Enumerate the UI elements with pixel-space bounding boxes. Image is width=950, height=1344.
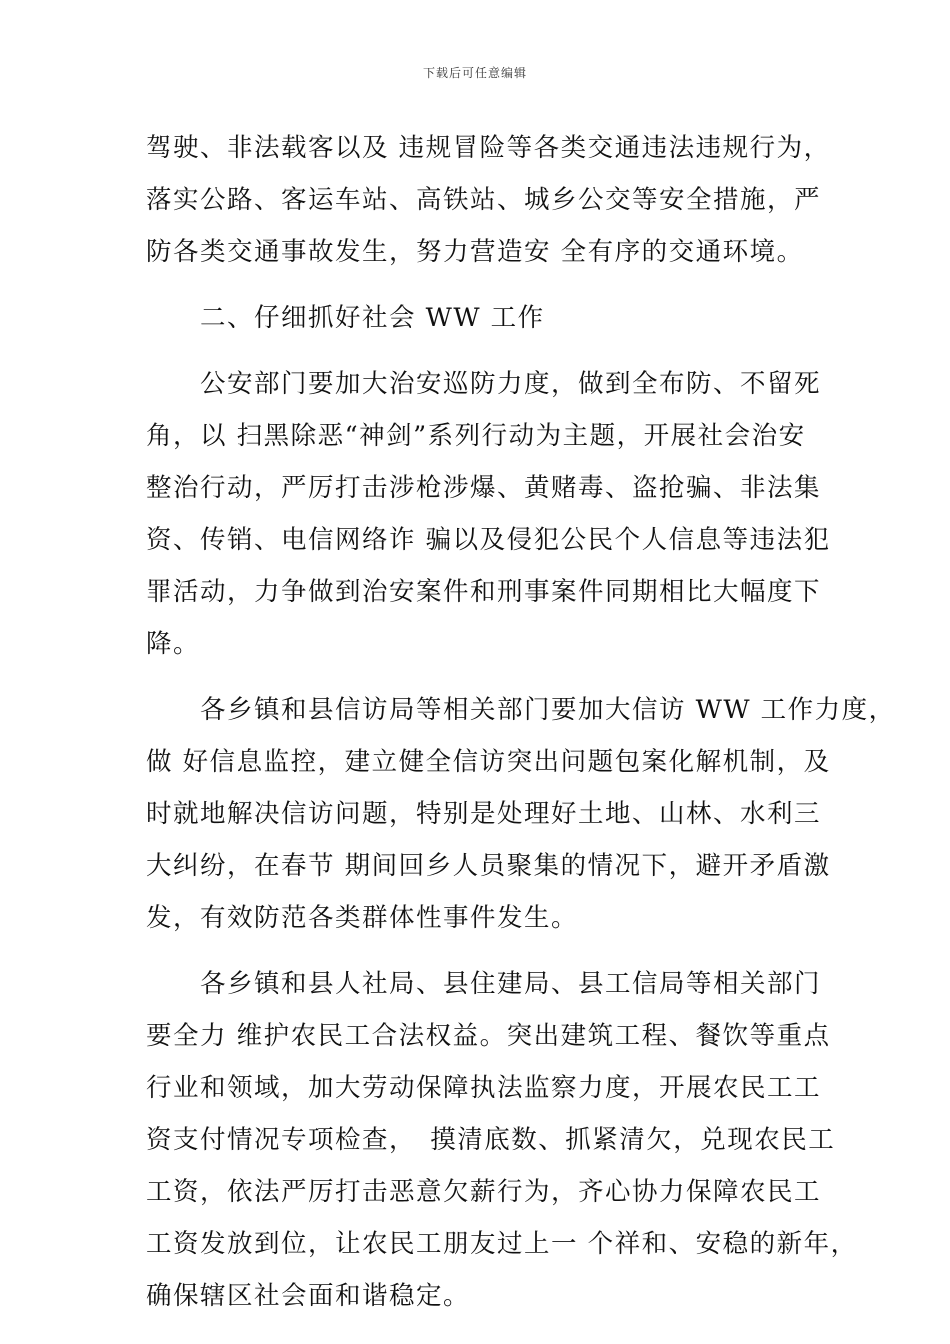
- page-header: 下载后可任意编辑: [422, 66, 527, 80]
- text-line: 防各类交通事故发生，努力营造安 全有序的交通环境。: [146, 237, 804, 267]
- text-line: 降。: [146, 629, 201, 659]
- paragraph: [146, 958, 858, 1322]
- text-line: 各乡镇和县人社局、县住建局、县工信局等相关部门: [146, 969, 822, 999]
- text-line: 时就地解决信访问题，特别是处理好土地、山林、水利三: [146, 799, 822, 829]
- text-line: 要全力 维护农民工合法权益。突出建筑工程、餐饮等重点: [146, 1021, 831, 1051]
- text-line: 罪活动，力争做到治安案件和刑事案件同期相比大幅度下: [146, 577, 822, 607]
- text-line: 大纠纷，在春节 期间回乡人员聚集的情况下，避开矛盾激: [146, 851, 831, 881]
- text-line: 工资，依法严厉打击恶意欠薪行为，齐心协力保障农民工: [146, 1177, 822, 1207]
- text-line: 发，有效防范各类群体性事件发生。: [146, 903, 579, 933]
- text-line: 行业和领域，加大劳动保障执法监察力度，开展农民工工: [146, 1073, 822, 1103]
- document-body: [146, 122, 896, 1322]
- text-line: 资、传销、电信网络诈 骗以及侵犯公民个人信息等违法犯: [146, 525, 831, 555]
- paragraph: [146, 122, 831, 278]
- paragraph: [146, 684, 896, 944]
- text-line: 驾驶、非法载客以及 违规冒险等各类交通违法违规行为，: [146, 133, 831, 163]
- text-line: 各乡镇和县信访局等相关部门要加大信访 WW 工作力度，: [146, 695, 896, 725]
- section-heading: [146, 292, 826, 344]
- paragraph: [146, 358, 831, 670]
- text-line: 整治行动，严厉打击涉枪涉爆、黄赌毒、盗抢骗、非法集: [146, 473, 822, 503]
- text-line: 公安部门要加大治安巡防力度，做到全布防、不留死: [146, 369, 822, 399]
- text-line: 角，以 扫黑除恶“神剑”系列行动为主题，开展社会治安: [146, 421, 806, 451]
- heading-line: 二、仔细抓好社会 WW 工作: [146, 303, 545, 333]
- text-line: 确保辖区社会面和谐稳定。: [146, 1281, 471, 1311]
- text-line: 落实公路、客运车站、高铁站、城乡公交等安全措施，严: [146, 185, 822, 215]
- text-line: 工资发放到位，让农民工朋友过上一 个祥和、安稳的新年，: [146, 1229, 858, 1259]
- text-line: 资支付情况专项检查， 摸清底数、抓紧清欠，兑现农民工: [146, 1125, 836, 1155]
- text-line: 做 好信息监控，建立健全信访突出问题包案化解机制，及: [146, 747, 831, 777]
